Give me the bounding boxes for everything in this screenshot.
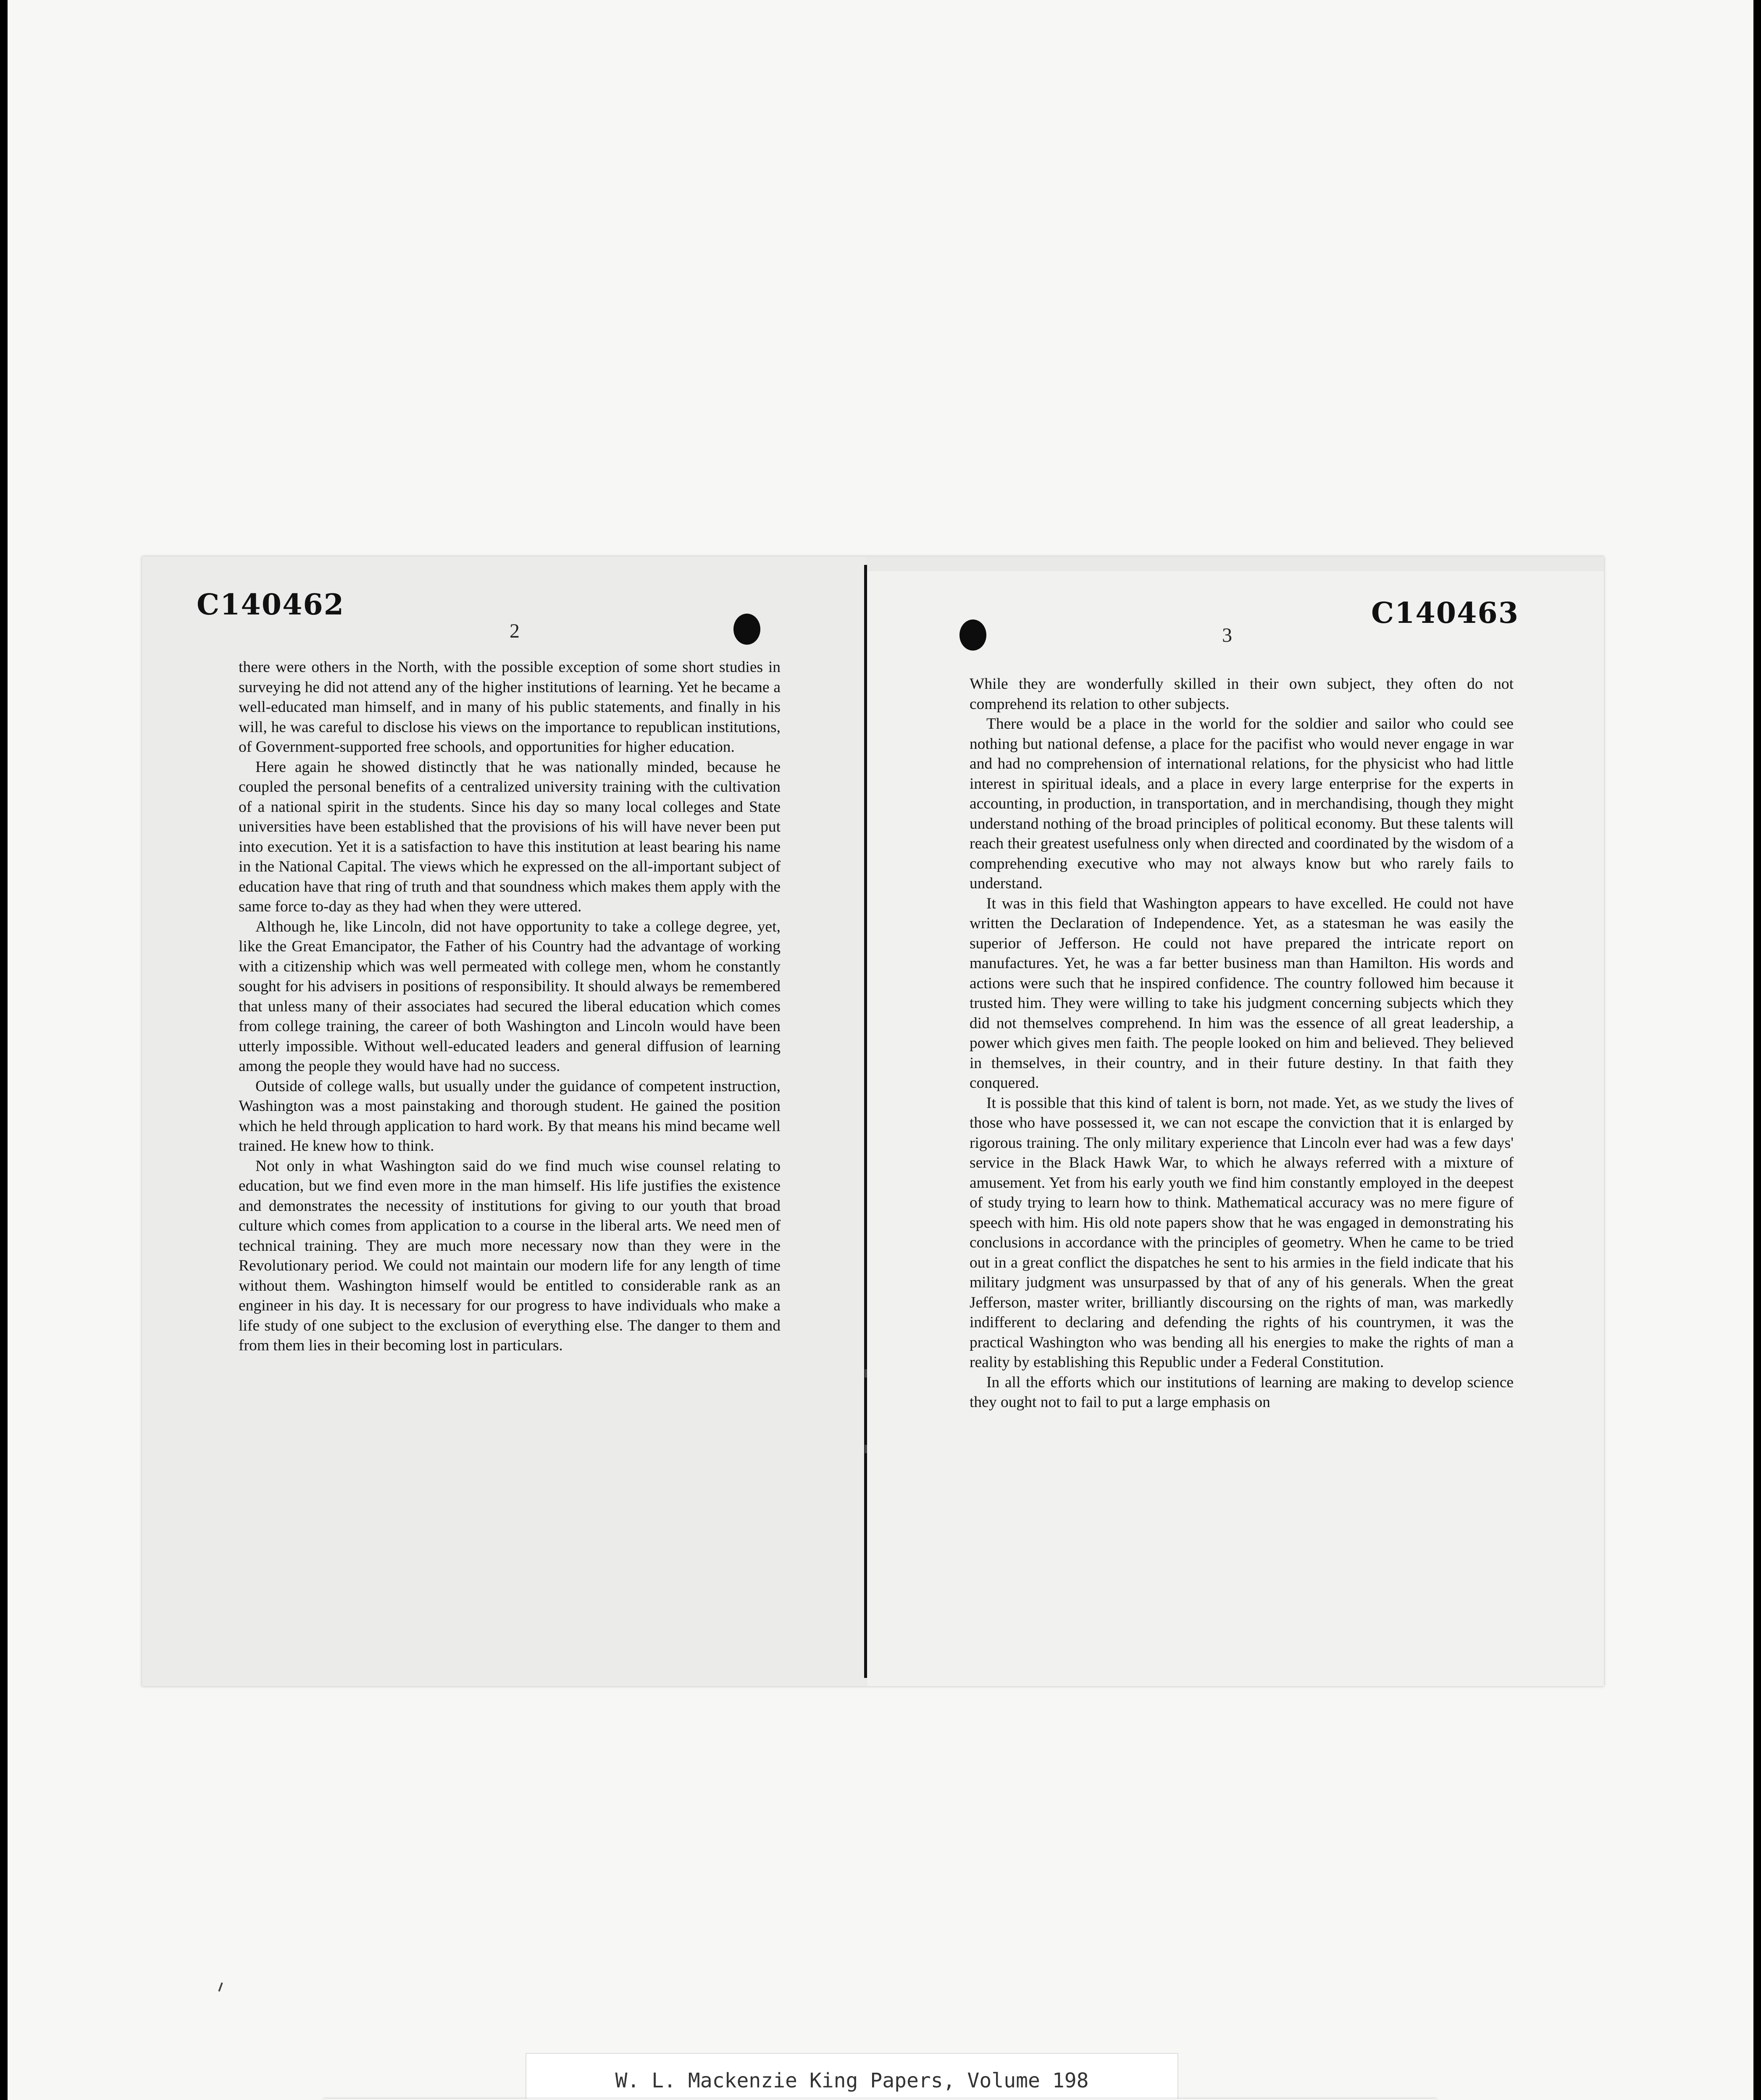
document-spread: [142, 556, 1604, 1686]
paragraph: There would be a place in the world for the soldier and sailor who could see nothing but national defense, a place for the pacifist who would never engage in war and had no comprehension of international relations, for the physicist who had little interest in spiritual ideals, and a place in every large enterprise for the experts in accounting, in production, in transportation, and in merchandising, though they might understand nothing of the broad principles of political economy. But these talents will reach their greatest usefulness only when directed and coordinated by the wisdom of a comprehending executive who may not always know but who rarely fails to understand.: [970, 715, 1514, 892]
paragraph: While they are wonderfully skilled in their own subject, they often do not comprehend its relation to other subjects.: [970, 675, 1514, 713]
punch-hole-right: [959, 620, 986, 651]
paragraph: It was in this field that Washington appears to have excelled. He could not have written the Declaration of Independence. Yet, as a statesman he was easily the superior of Jefferson. He could not have prepared the intricate report on manufactures. Yet, he was a far better business man than Hamilton. His words and actions were such that he inspired confidence. The country followed him because it trusted him. They were willing to take his judgment concerning subjects which they did not themselves comprehend. In him was the essence of all great leadership, a power which gives men faith. The people looked on him and believed. They believed in themselves, in their country, and in their future destiny. In that faith they conquered.: [970, 895, 1514, 1092]
right-page-text: [970, 674, 1514, 1412]
left-page-number: 2: [510, 620, 520, 642]
punch-hole-left: [733, 614, 760, 645]
right-page: [867, 571, 1604, 1686]
left-page-text: [239, 657, 781, 1356]
scan-background: [8, 0, 1753, 2100]
paragraph: It is possible that this kind of talent is born, not made. Yet, as we study the lives of those who have possessed it, we can not escape the conviction that it is enlarged by rigorous training. The only military experience that Lincoln ever had was a few days' service in the Black Hawk War, to which he always referred with a mixture of amusement. Yet from his early youth we find him constantly employed in the deepest of study trying to learn how to think. Mathematical accuracy was no mere figure of speech with him. His old note papers show that he was engaged in demonstrating his conclusions in accordance with the principles of geometry. When he came to be tried out in a great conflict the dispatches he sent to his armies in the field indicate that his military judgment was unsurpassed by that of any of his generals. When the great Jefferson, master writer, brilliantly discoursing on the rights of man, was markedly indifferent to declaring and defending the rights of his countrymen, it was the practical Washington who was bending all his energies to make the rights of man a reality by establishing this Republic under a Federal Constitution.: [970, 1094, 1514, 1371]
collection-caption: W. L. Mackenzie King Papers, Volume 198: [615, 2069, 1089, 2092]
page-gutter: [864, 565, 867, 1678]
paragraph: there were others in the North, with the possible exception of some short studies in surveying he did not attend any of the higher institutions of learning. Yet he became a well-educated man himself, and in many of his public statements, and finally in his will, he was careful to disclose his views on the importance to republican institutions, of Government-supported free schools, and opportunities for higher education.: [239, 659, 781, 756]
collection-caption-box: [526, 2053, 1178, 2100]
right-doc-number: C140463: [1371, 596, 1519, 630]
right-page-number: 3: [1222, 624, 1232, 646]
scan-speck: [218, 1982, 223, 1992]
left-page: [142, 556, 865, 1686]
paragraph: Here again he showed distinctly that he was nationally minded, because he coupled the personal benefits of a centralized university training with the cultivation of a national spirit in the students. Since his day so many local colleges and State universities have been established that the provisions of his will have never been put into execution. Yet it is a satisfaction to have this institution at least bearing his name in the National Capital. The views which he expressed on the all-important subject of education have that ring of truth and that soundness which makes them apply with the same force to-day as they had when they were uttered.: [239, 758, 781, 915]
paragraph: Not only in what Washington said do we find much wise counsel relating to education, but we find even more in the man himself. His life justifies the existence and demonstrates the necessity of institutions for giving to our youth that broad culture which comes from application to a course in the liberal arts. We need men of technical training. They are much more necessary now than they were in the Revolutionary period. We could not maintain our modern life for any length of time without them. Washington himself would be entitled to considerable rank as an engineer in his day. It is necessary for our progress to have individuals who make a life study of one subject to the exclusion of everything else. The danger to them and from them lies in their becoming lost in particulars.: [239, 1157, 781, 1354]
paragraph: Although he, like Lincoln, did not have opportunity to take a college degree, yet, like the Great Emancipator, the Father of his Country had the advantage of working with a citizenship which was well permeated with college men, whom he constantly sought for his advisers in positions of responsibility. It should always be remembered that unless many of their associates had secured the liberal education which comes from college training, the career of both Washington and Lincoln would have been utterly impossible. Without well-educated leaders and general diffusion of learning among the people they would have had no success.: [239, 918, 781, 1075]
left-doc-number: C140462: [197, 588, 345, 622]
paragraph: Outside of college walls, but usually under the guidance of competent instruction, Washington was a most painstaking and thorough student. He gained the position which he held through application to hard work. By that means his mind became well trained. He knew how to think.: [239, 1077, 781, 1155]
paragraph: In all the efforts which our institutions of learning are making to develop science they ought not to fail to put a large emphasis on: [970, 1373, 1514, 1411]
